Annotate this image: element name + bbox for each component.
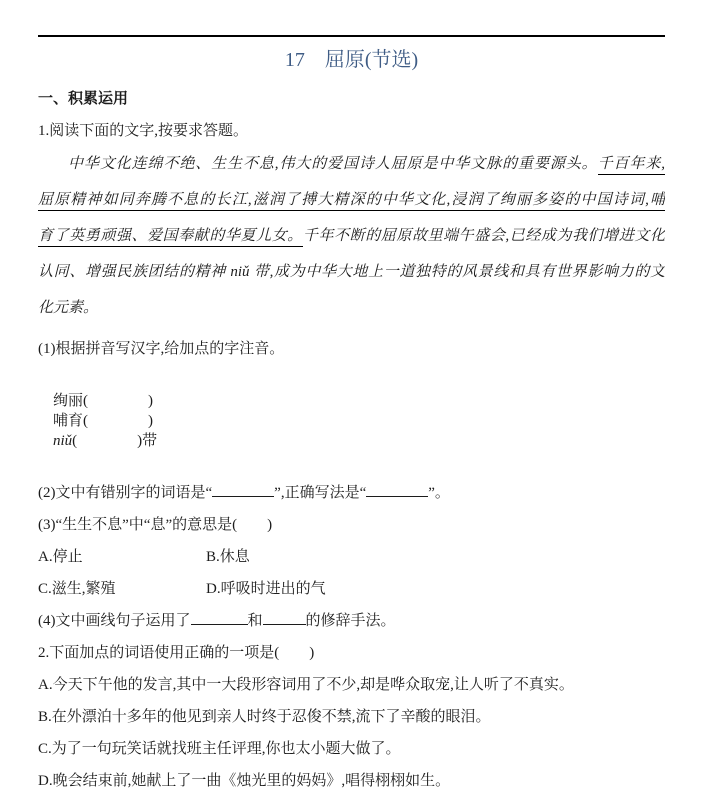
answer-parens: ( ) xyxy=(83,393,154,409)
passage-text: 带,成为中华大地上一道独特的风景线和具有世界影响力的文 xyxy=(249,264,665,280)
passage-line-5 xyxy=(38,291,665,327)
question-2-option-d: D.晚会结束前,她献上了一曲《烛光里的妈妈》,唱得栩栩如生。 xyxy=(38,773,451,789)
option-b: B.休息 xyxy=(206,549,250,565)
option-c: C.滋生,繁殖 xyxy=(38,581,116,597)
passage-underlined-text: 育了英勇顽强、爱国奉献的华夏儿女。 xyxy=(38,228,303,247)
reading-passage xyxy=(38,147,665,327)
prompt-text: ”。 xyxy=(428,485,450,501)
answer-blank xyxy=(191,611,248,625)
pinyin-answer-row xyxy=(38,371,665,471)
passage-line-4 xyxy=(38,255,665,291)
sub-question-2-prompt xyxy=(38,483,665,503)
page-title: 17 屈原(节选) xyxy=(284,49,419,71)
question-2-prompt: 2.下面加点的词语使用正确的一项是( ) xyxy=(38,645,315,661)
pinyin-item-buyu xyxy=(53,413,153,429)
pinyin-item-xuanli xyxy=(53,393,153,409)
answer-blank xyxy=(212,483,274,497)
answer-parens: ( ) xyxy=(83,413,154,429)
pinyin-label: niǔ xyxy=(53,433,73,449)
word-suffix: 带 xyxy=(142,433,158,449)
option-d: D.呼吸时进出的气 xyxy=(206,581,326,597)
prompt-text: 和 xyxy=(247,613,263,629)
sub-question-3-prompt: (3)“生生不息”中“息”的意思是( ) xyxy=(38,517,273,533)
passage-text: 千年不断的屈原故里端午盛会,已经成为我们增进文化 xyxy=(302,228,665,244)
question-1-prompt: 1.阅读下面的文字,按要求答题。 xyxy=(38,123,249,139)
question-2-option-c: C.为了一句玩笑话就找班主任评理,你也太小题大做了。 xyxy=(38,741,401,757)
sub-question-1-prompt: (1)根据拼音写汉字,给加点的字注音。 xyxy=(38,341,285,357)
word-label: 绚丽 xyxy=(53,393,84,409)
option-a: A.停止 xyxy=(38,549,83,565)
section-heading: 一、积累运用 xyxy=(38,90,129,107)
passage-line-3 xyxy=(38,219,665,255)
question-2-option-b: B.在外漂泊十多年的他见到亲人时终于忍俊不禁,流下了辛酸的眼泪。 xyxy=(38,709,491,725)
worksheet-page xyxy=(0,35,701,791)
prompt-text: 的修辞手法。 xyxy=(305,613,396,629)
passage-line-1 xyxy=(38,147,665,183)
answer-blank xyxy=(263,611,306,625)
passage-text: 认同、增强民族团结的精神 xyxy=(38,264,231,280)
sub-question-4-prompt xyxy=(38,611,665,631)
passage-underlined-text: 屈原精神如同奔腾不息的长江,滋润了搏大精深的中华文化,浸润了绚丽多姿的中国诗词,哺 xyxy=(38,192,665,211)
word-label: 哺育 xyxy=(53,413,84,429)
prompt-text: ”,正确写法是“ xyxy=(274,485,367,501)
prompt-text: (4)文中画线句子运用了 xyxy=(38,613,191,629)
answer-parens: ( ) xyxy=(72,433,143,449)
passage-pinyin: niǔ xyxy=(230,264,250,280)
passage-line-2 xyxy=(38,183,665,219)
pinyin-item-niu xyxy=(53,433,157,449)
passage-underlined-text: 千百年来, xyxy=(598,156,665,175)
sub-question-3-options xyxy=(38,547,665,599)
answer-blank xyxy=(366,483,428,497)
prompt-text: (2)文中有错别字的词语是“ xyxy=(38,485,213,501)
passage-text: 化元素。 xyxy=(38,300,99,316)
passage-text: 中华文化连绵不绝、生生不息,伟大的爱国诗人屈原是中华文脉的重要源头。 xyxy=(68,156,598,172)
header-rule xyxy=(38,35,665,37)
question-2-option-a: A.今天下午他的发言,其中一大段形容词用了不少,却是哗众取宠,让人听了不真实。 xyxy=(38,677,574,693)
